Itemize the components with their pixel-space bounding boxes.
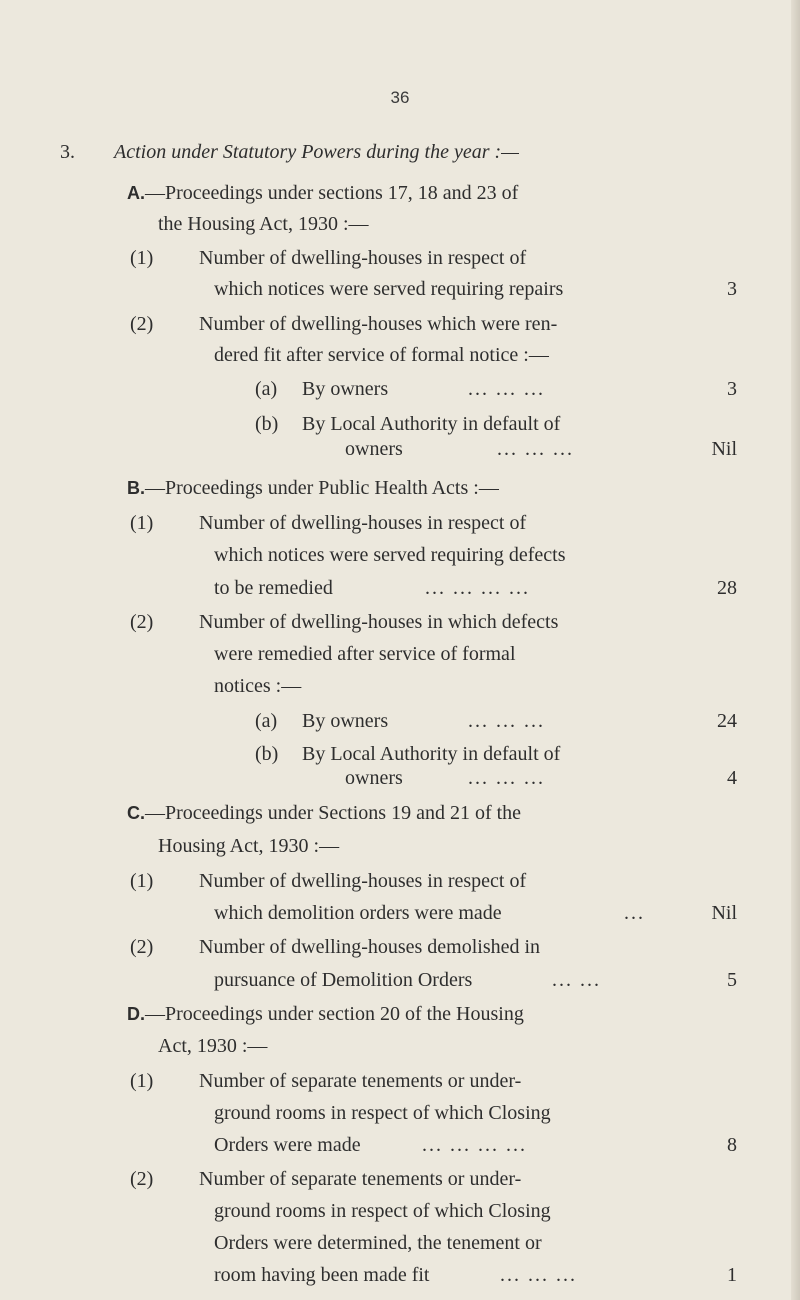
subsection-c-title-line1: —Proceedings under Sections 19 and 21 of the: [145, 802, 522, 824]
a2b-value: Nil: [711, 438, 737, 460]
c2-value: 5: [727, 969, 737, 991]
subsection-b-letter: B.: [127, 478, 145, 498]
c1-value: Nil: [711, 902, 737, 924]
b2a-leader: ... ... ...: [468, 710, 545, 732]
c1-text-line1: Number of dwelling-houses in respect of: [199, 870, 527, 892]
a2b-text: By Local Authority in default of: [302, 413, 561, 435]
d1-text-line1: Number of separate tenements or under-: [199, 1070, 522, 1092]
a2-text-line2: dered fit after service of formal notice :—: [214, 344, 549, 366]
d1-value: 8: [727, 1134, 737, 1156]
b2a-text: By owners: [302, 710, 389, 732]
subsection-b-title-line1: —Proceedings under Public Health Acts :—: [145, 477, 499, 499]
c2-text-line1: Number of dwelling-houses demolished in: [199, 936, 541, 958]
d1-text-line3: Orders were made: [214, 1134, 361, 1156]
a2b-text-line2: owners: [345, 438, 403, 460]
b2-text-line2: were remedied after service of formal: [214, 643, 516, 665]
a1-text-line2: which notices were served requiring repairs: [214, 278, 564, 300]
d2-number: (2): [130, 1168, 154, 1190]
c2-leader: ... ...: [552, 969, 601, 991]
b1-text-line3: to be remedied: [214, 577, 333, 599]
b2b-text-line2: owners: [345, 767, 403, 789]
page-edge: [791, 0, 800, 1300]
subsection-c-title-line2: Housing Act, 1930 :—: [158, 835, 340, 857]
subsection-a-title-line1: —Proceedings under sections 17, 18 and 23 of: [145, 182, 519, 204]
b1-text-line1: Number of dwelling-houses in respect of: [199, 512, 527, 534]
b2b-label: (b): [255, 743, 279, 765]
subsection-d-title: [127, 1001, 524, 1027]
subsection-a-title-line2: the Housing Act, 1930 :—: [158, 213, 369, 235]
d1-leader: ... ... ... ...: [422, 1134, 527, 1156]
subsection-d-title-line2: Act, 1930 :—: [158, 1035, 268, 1057]
subsection-d-letter: D.: [127, 1004, 145, 1024]
c1-number: (1): [130, 870, 154, 892]
a1-text-line1: Number of dwelling-houses in respect of: [199, 247, 527, 269]
a2b-label: (b): [255, 413, 279, 435]
d1-number: (1): [130, 1070, 154, 1092]
b2b-text: By Local Authority in default of: [302, 743, 561, 765]
d2-leader: ... ... ...: [500, 1264, 577, 1286]
c2-text-line2: pursuance of Demolition Orders: [214, 969, 473, 991]
b2-number: (2): [130, 611, 154, 633]
a2-text-line1: Number of dwelling-houses which were ren-: [199, 313, 558, 335]
subsection-a-letter: A.: [127, 183, 145, 203]
subsection-c-title: [127, 800, 521, 826]
d2-text-line3: Orders were determined, the tenement or: [214, 1232, 542, 1254]
d2-text-line2: ground rooms in respect of which Closing: [214, 1200, 551, 1222]
a1-number: (1): [130, 247, 154, 269]
c2-number: (2): [130, 936, 154, 958]
subsection-c-letter: C.: [127, 803, 145, 823]
page-number: 36: [390, 88, 410, 107]
a2a-text: By owners: [302, 378, 389, 400]
subsection-b-title: [127, 475, 499, 501]
b1-leader: ... ... ... ...: [425, 577, 530, 599]
c1-text-line2: which demolition orders were made: [214, 902, 502, 924]
section-number: 3.: [60, 141, 75, 163]
b2-text-line3: notices :—: [214, 675, 302, 697]
b2-text-line1: Number of dwelling-houses in which defects: [199, 611, 559, 633]
d2-value: 1: [727, 1264, 737, 1286]
a2a-leader: ... ... ...: [468, 378, 545, 400]
b1-value: 28: [717, 577, 737, 599]
d1-text-line2: ground rooms in respect of which Closing: [214, 1102, 551, 1124]
a2a-label: (a): [255, 378, 278, 400]
b2b-leader: ... ... ...: [468, 767, 545, 789]
section-title: Action under Statutory Powers during the year :—: [114, 141, 519, 163]
subsection-a-title: [127, 180, 518, 206]
b1-text-line2: which notices were served requiring defects: [214, 544, 566, 566]
a1-value: 3: [727, 278, 737, 300]
b2a-value: 24: [717, 710, 737, 732]
b2a-label: (a): [255, 710, 278, 732]
d2-text-line1: Number of separate tenements or under-: [199, 1168, 522, 1190]
d2-text-line4: room having been made fit: [214, 1264, 430, 1286]
a2a-value: 3: [727, 378, 737, 400]
subsection-d-title-line1: —Proceedings under section 20 of the Housing: [145, 1003, 524, 1025]
b1-number: (1): [130, 512, 154, 534]
a2b-leader: ... ... ...: [497, 438, 574, 460]
a2-number: (2): [130, 313, 154, 335]
c1-leader: ...: [624, 902, 645, 924]
b2b-value: 4: [727, 767, 737, 789]
